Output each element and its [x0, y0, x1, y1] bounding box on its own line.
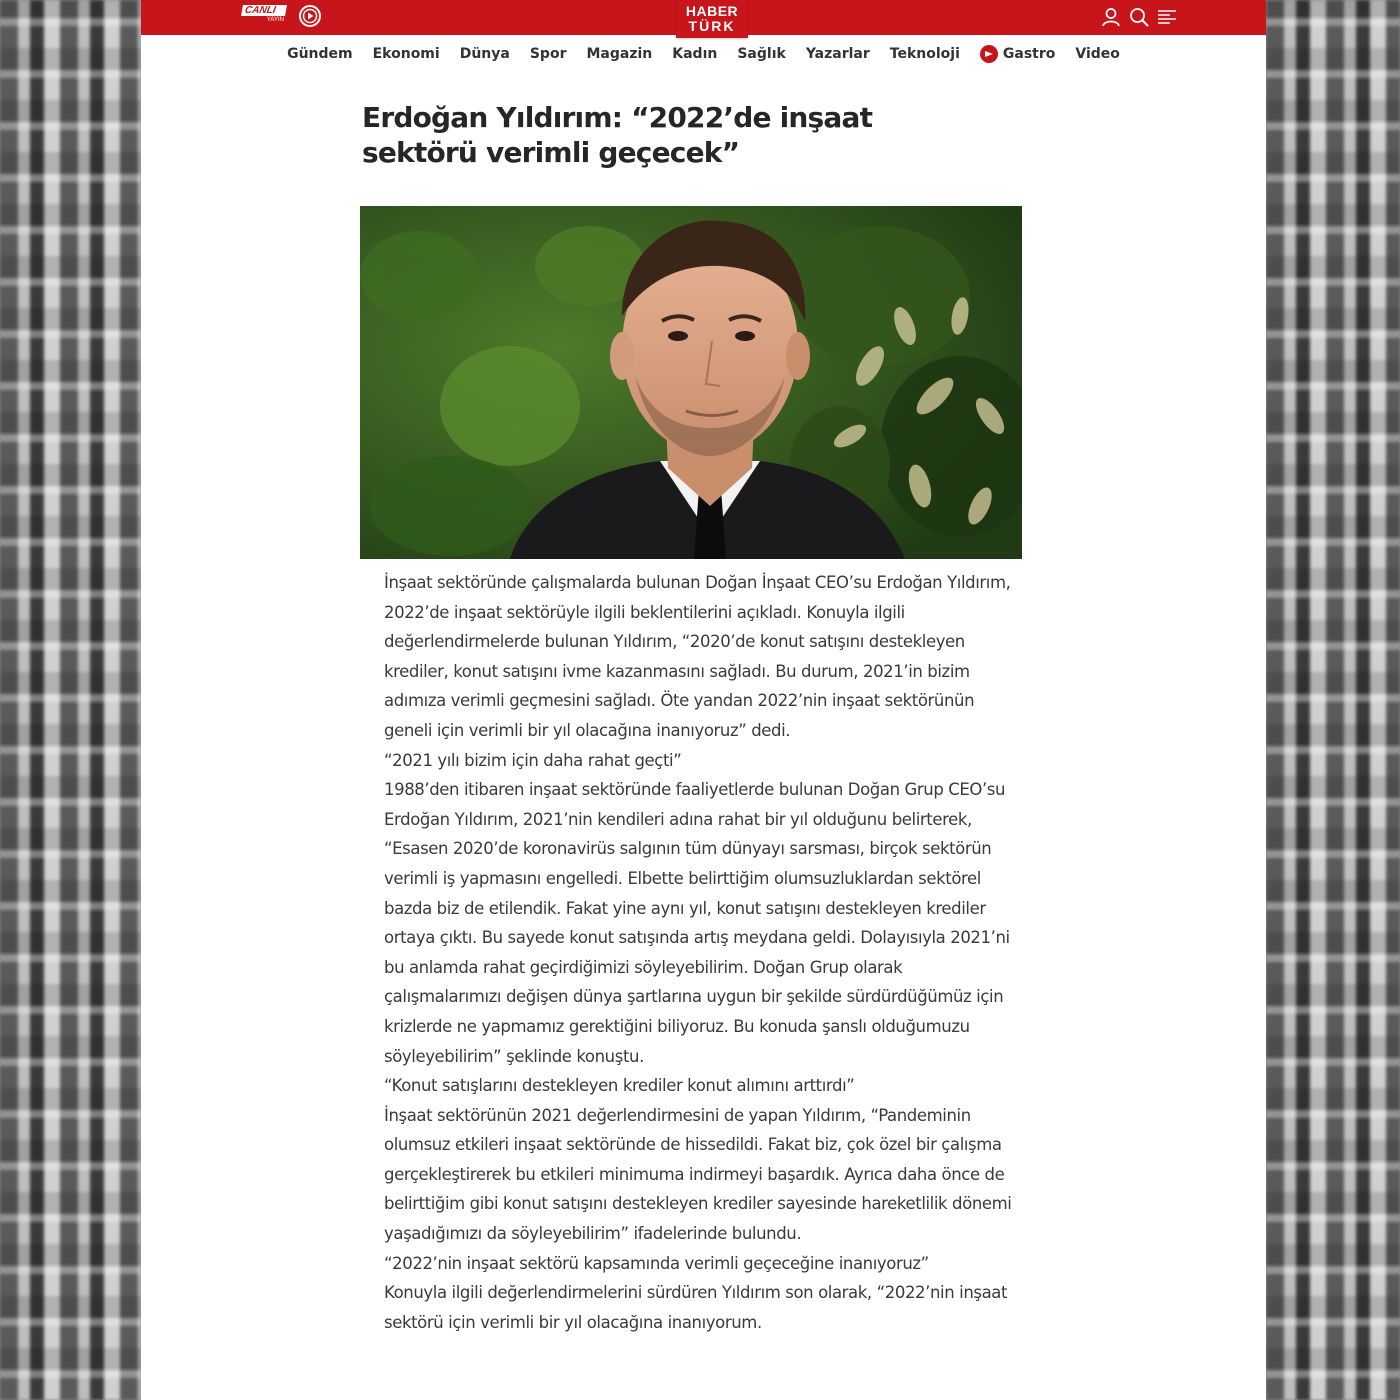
nav-item-saglik[interactable] — [727, 46, 795, 62]
article-paragraph: 1988’den itibaren inşaat sektöründe faaliyetlerde bulunan Doğan Grup CEO’su Erdoğan Yıldırım, 2021’nin kendileri adına rahat bir yıl olduğunu belirterek, “Esasen 2020’de koronavirüs salgının tüm dünyayı sarsması, birçok sektörün verimli iş yapmasını engelledi. Elbette belirttiğim olumsuzluklardan sektörel bazda biz de etilendik. Fakat yine aynı yıl, konut satışını destekleyen krediler ortaya çıktı. Bu sayede konut satışında artış meydana geldi. Dolayısıyla 2021’ni bu anlamda rahat geçirdiğimizi söyleyebilirim. Doğan Grup olarak çalışmalarımızı değişen dünya şartlarına uygun bir şekilde sürdürdüğümüz için krizlerde ne yapmamız gerektiğini biliyoruz. Bu konuda şanslı olduğumuzu söyleyebilirim” şeklinde konuştu. — [384, 780, 1010, 1066]
nav-item-label: Sağlık — [737, 46, 786, 62]
article-body — [384, 568, 1024, 1337]
nav-item-label: Video — [1075, 46, 1120, 62]
article-subheading: “2022’nin inşaat sektörü kapsamında verimli geçeceğine inanıyoruz” — [384, 1253, 929, 1273]
nav-item-gundem[interactable] — [277, 46, 363, 62]
nav-item-video[interactable] — [1065, 46, 1130, 62]
live-broadcast-badge[interactable] — [242, 5, 286, 27]
logo-line-1: HABER — [685, 3, 739, 19]
nav-item-label: Spor — [529, 46, 567, 62]
article-subheading: “Konut satışlarını destekleyen krediler konut alımını arttırdı” — [384, 1076, 855, 1096]
haberturk-logo[interactable] — [676, 0, 748, 38]
nav-item-label: Dünya — [459, 46, 510, 62]
article-subheading: “2021 yılı bizim için daha rahat geçti” — [384, 750, 682, 770]
nav-item-label: Yazarlar — [805, 46, 870, 62]
article-page — [141, 0, 1266, 1400]
top-bar — [141, 0, 1266, 35]
nav-item-label: Gastro — [1002, 46, 1056, 62]
main-navigation — [141, 35, 1266, 73]
menu-icon[interactable] — [1156, 6, 1178, 28]
user-icon[interactable] — [1100, 6, 1122, 28]
header-actions — [1100, 6, 1178, 28]
live-play-icon[interactable] — [298, 4, 322, 28]
article-photo — [360, 206, 1022, 559]
nav-item-spor[interactable] — [520, 46, 577, 62]
nav-item-kadin[interactable] — [662, 46, 727, 62]
nav-item-label: Kadın — [672, 46, 718, 62]
nav-item-yazarlar[interactable] — [796, 46, 880, 62]
article-title: Erdoğan Yıldırım: “2022’de inşaat sektörü verimli geçecek” — [362, 101, 873, 169]
nav-item-gastro[interactable] — [970, 45, 1066, 63]
background-newspaper-left — [0, 0, 141, 1400]
nav-item-label: Teknoloji — [889, 46, 960, 62]
nav-item-ekonomi[interactable] — [363, 46, 450, 62]
nav-item-label: Gündem — [287, 46, 353, 62]
live-badge-label: CANLI — [241, 5, 287, 16]
nav-item-teknoloji[interactable] — [880, 46, 970, 62]
gastro-icon — [980, 45, 998, 63]
live-badge-sublabel: YAYIN — [266, 17, 284, 23]
article-paragraph: İnşaat sektörünün 2021 değerlendirmesini de yapan Yıldırım, “Pandeminin olumsuz etkileri inşaat sektöründe de hissedildi. Fakat biz, çok özel bir çalışma gerçekleştirerek bu etkileri minimuma indirmeyi başardık. Ayrıca daha önce de belirttiğim gibi konut satışını destekleyen krediler sayesinde hareketlilik dönemi yaşadığımızı da söyleyebilirim” ifadelerinde bulundu. — [384, 1105, 1012, 1244]
article-paragraph: Konuyla ilgili değerlendirmelerini sürdüren Yıldırım son olarak, “2022’nin inşaat sektörü için verimli bir yıl olacağına inanıyorum. — [384, 1283, 1008, 1332]
nav-item-magazin[interactable] — [576, 46, 662, 62]
search-icon[interactable] — [1128, 6, 1150, 28]
nav-item-dunya[interactable] — [450, 46, 520, 62]
background-newspaper-right — [1266, 0, 1400, 1400]
nav-item-label: Magazin — [586, 46, 653, 62]
nav-item-label: Ekonomi — [372, 46, 440, 62]
article-paragraph: İnşaat sektöründe çalışmalarda bulunan Doğan İnşaat CEO’su Erdoğan Yıldırım, 2022’de inşaat sektörüyle ilgili beklentilerini açıkladı. Konuyla ilgili değerlendirmelerde bulunan Yıldırım, “2020’de konut satışını destekleyen krediler, konut satışını ivme kazanmasını sağladı. Bu durum, 2021’in bizim adımıza verimli geçmesini sağladı. Öte yandan 2022’nin inşaat sektörünün geneli için verimli bir yıl olacağına inanıyoruz” dedi. — [384, 573, 1011, 740]
logo-line-2: TÜRK — [688, 18, 736, 34]
